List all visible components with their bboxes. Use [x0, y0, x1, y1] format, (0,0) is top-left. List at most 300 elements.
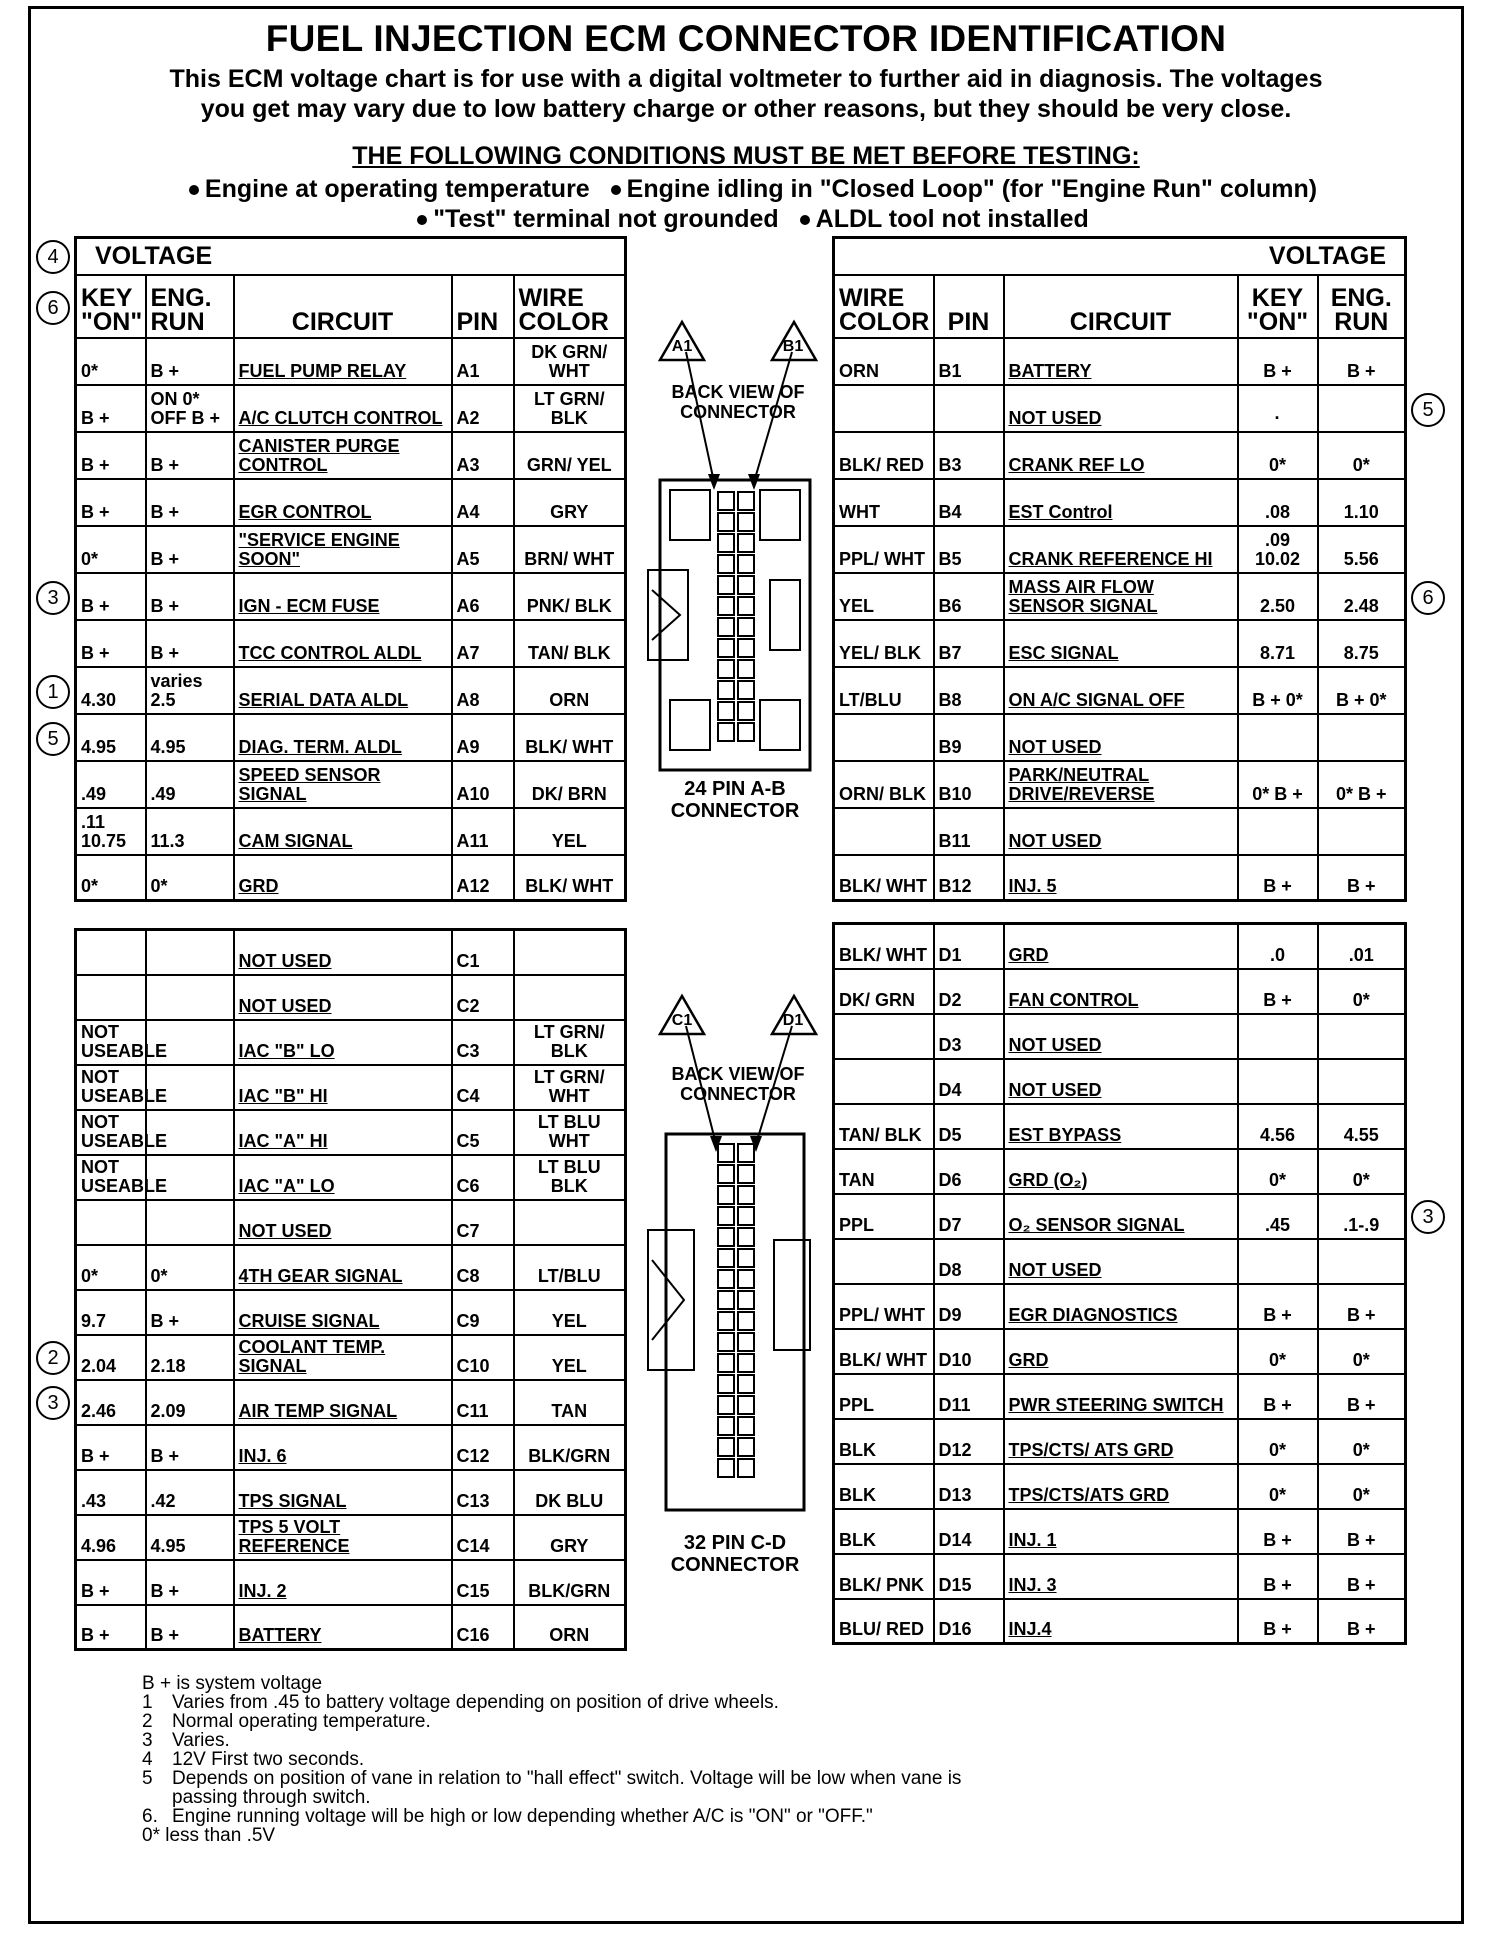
circuit-name: IAC "A" HI [234, 1110, 452, 1155]
table-row [76, 338, 626, 385]
table-row [76, 385, 626, 432]
pin-id: C7 [452, 1200, 514, 1245]
connector-pin [738, 639, 754, 657]
key-on-value: 8.71 [1238, 620, 1318, 667]
circuit-name: EST BYPASS [1004, 1104, 1238, 1149]
footnote-text: B + is system voltage [142, 1673, 323, 1694]
circuit-name: IGN - ECM FUSE [234, 573, 452, 620]
pin-id: D15 [934, 1554, 1004, 1599]
circuit-name: BATTERY [234, 1605, 452, 1650]
eng-run-value: 0* [146, 855, 234, 900]
connector-pin [718, 1270, 734, 1288]
footnote [142, 1769, 961, 1788]
footnote-marker: 5 [36, 722, 70, 756]
eng-run-value: B + [146, 526, 234, 573]
eng-run-value: 2.09 [146, 1380, 234, 1425]
eng-run-value: 0* B + [1318, 761, 1406, 808]
connector-pin [718, 1207, 734, 1225]
key-on-value: 0* [1238, 1464, 1318, 1509]
circuit-name: TPS SIGNAL [234, 1470, 452, 1515]
pin-id: C2 [452, 975, 514, 1020]
pin-id: D16 [934, 1599, 1004, 1644]
wire-color-value: TAN/ BLK [834, 1104, 934, 1149]
connector-pin [718, 639, 734, 657]
key-on-value: B + [1238, 1284, 1318, 1329]
footnote-number: 1 [142, 1692, 153, 1713]
footnote-number: 2 [142, 1711, 153, 1732]
connector-pin [738, 513, 754, 531]
circuit-name: NOT USED [1004, 385, 1238, 432]
table-row [834, 338, 1406, 385]
table-row [834, 1419, 1406, 1464]
circuit-name: NOT USED [1004, 1014, 1238, 1059]
circuit-name: INJ. 1 [1004, 1509, 1238, 1554]
wire-color-value: GRN/ YEL [514, 432, 626, 479]
connector-pin [718, 1417, 734, 1435]
wire-color-value: TAN/ BLK [514, 620, 626, 667]
table-row [76, 1155, 626, 1200]
connector-pin [738, 1396, 754, 1414]
key-on-value: 0* [1238, 1419, 1318, 1464]
pin-id: C3 [452, 1020, 514, 1065]
wire-color-value: BLK [834, 1464, 934, 1509]
connector-cd-name: 32 PIN C-D CONNECTOR [670, 1532, 800, 1576]
eng-run-value: B + [146, 1425, 234, 1470]
connector-pin [738, 492, 754, 510]
table-row [834, 1554, 1406, 1599]
key-on-value: .09 10.02 [1238, 526, 1318, 573]
connector-pin [738, 660, 754, 678]
key-on-value: 2.46 [76, 1380, 146, 1425]
circuit-name: NOT USED [1004, 808, 1238, 855]
footnote [142, 1731, 961, 1750]
eng-run-value: 4.95 [146, 714, 234, 761]
footnote-marker: 1 [36, 675, 70, 709]
table-row [76, 1425, 626, 1470]
eng-run-value [146, 930, 234, 975]
wire-color-value: BLK/ RED [834, 432, 934, 479]
circuit-name: NOT USED [1004, 1059, 1238, 1104]
table-row [76, 1245, 626, 1290]
circuit-name: NOT USED [1004, 1239, 1238, 1284]
eng-run-value: B + [1318, 1284, 1406, 1329]
wire-color-value: LT BLU WHT [514, 1110, 626, 1155]
eng-run-value: .42 [146, 1470, 234, 1515]
pin-id: A2 [452, 385, 514, 432]
eng-run-value: B + [146, 338, 234, 385]
eng-run-value [1318, 714, 1406, 761]
circuit-name: CAM SIGNAL [234, 808, 452, 855]
footnote [142, 1750, 961, 1769]
connector-pin [738, 1270, 754, 1288]
wire-color-value: ORN [834, 338, 934, 385]
wire-color-value: ORN/ BLK [834, 761, 934, 808]
table-row [76, 573, 626, 620]
eng-run-value: B + [1318, 855, 1406, 900]
pin-id: B4 [934, 479, 1004, 526]
circuit-name: GRD [1004, 1329, 1238, 1374]
key-on-value: 4.56 [1238, 1104, 1318, 1149]
connector-pin [738, 1333, 754, 1351]
eng-run-value: 0* [1318, 1149, 1406, 1194]
table-row [76, 1605, 626, 1650]
connector-pin [738, 534, 754, 552]
pin-id: D9 [934, 1284, 1004, 1329]
circuit-name: INJ. 6 [234, 1425, 452, 1470]
wire-color-value: GRY [514, 479, 626, 526]
eng-run-value: ON 0* OFF B + [146, 385, 234, 432]
connector-cd-shape-icon [640, 1130, 830, 1520]
table-row [834, 667, 1406, 714]
footnote-text: Engine running voltage will be high or low depending whether A/C is "ON" or "OFF." [172, 1806, 873, 1827]
connector-pin [738, 723, 754, 741]
circuit-header: CIRCUIT [234, 275, 452, 338]
eng-run-value: B + [1318, 1509, 1406, 1554]
key-on-value: B + [76, 1425, 146, 1470]
eng-run-value: .49 [146, 761, 234, 808]
table-row [76, 808, 626, 855]
table-row [76, 1200, 626, 1245]
wire-color-value: BLK/ PNK [834, 1554, 934, 1599]
pin-id: A1 [452, 338, 514, 385]
circuit-name: EST Control [1004, 479, 1238, 526]
tri-label-d1: D1 [782, 1012, 804, 1029]
table-row [76, 1560, 626, 1605]
pin-id: C13 [452, 1470, 514, 1515]
wire-color-value: LT GRN/ BLK [514, 385, 626, 432]
connector-pin [718, 492, 734, 510]
circuit-name: SPEED SENSOR SIGNAL [234, 761, 452, 808]
condition-1: Engine at operating temperature [204, 175, 590, 203]
pin-id: D3 [934, 1014, 1004, 1059]
footnote-marker: 2 [36, 1341, 70, 1375]
footnote-number: 4 [142, 1749, 153, 1770]
footnote [142, 1807, 961, 1826]
pin-id: C12 [452, 1425, 514, 1470]
wire-color-value [834, 1059, 934, 1104]
circuit-name: GRD [234, 855, 452, 900]
pin-id: A4 [452, 479, 514, 526]
wire-color-value: YEL [514, 808, 626, 855]
connector-pin [718, 534, 734, 552]
connector-pin [738, 555, 754, 573]
footnote-marker: 4 [36, 240, 70, 274]
table-row [76, 855, 626, 900]
circuit-name: NOT USED [234, 975, 452, 1020]
bullet-icon [189, 185, 199, 195]
circuit-name: DIAG. TERM. ALDL [234, 714, 452, 761]
pin-id: D8 [934, 1239, 1004, 1284]
pin-id: A6 [452, 573, 514, 620]
key-on-value: 4.95 [76, 714, 146, 761]
key-on-value [76, 930, 146, 975]
eng-run-value: 4.95 [146, 1515, 234, 1560]
eng-run-value: 11.3 [146, 808, 234, 855]
connector-pin [718, 1228, 734, 1246]
key-on-value: B + [76, 432, 146, 479]
circuit-name: FAN CONTROL [1004, 969, 1238, 1014]
key-on-value: B + [1238, 855, 1318, 900]
circuit-name: IAC "B" HI [234, 1065, 452, 1110]
key-on-value: 0* [76, 338, 146, 385]
wire-color-value [834, 808, 934, 855]
footnote-marker: 3 [1411, 1200, 1445, 1234]
key-on-value: NOT USEABLE [76, 1110, 146, 1155]
eng-run-value [146, 975, 234, 1020]
eng-run-value: 0* [1318, 1419, 1406, 1464]
table-row [834, 1599, 1406, 1644]
table-row [76, 714, 626, 761]
eng-run-value: B + [1318, 1554, 1406, 1599]
eng-run-value [1318, 808, 1406, 855]
key-on-header: KEY "ON" [76, 275, 146, 338]
pin-id: B5 [934, 526, 1004, 573]
circuit-name: SERIAL DATA ALDL [234, 667, 452, 714]
wire-color-value: YEL [834, 573, 934, 620]
wire-color-value: YEL/ BLK [834, 620, 934, 667]
eng-run-value: B + [146, 1560, 234, 1605]
eng-run-value: 8.75 [1318, 620, 1406, 667]
table-row [834, 808, 1406, 855]
bullet-icon [800, 215, 810, 225]
connector-d-table [832, 922, 1407, 1645]
page-title: FUEL INJECTION ECM CONNECTOR IDENTIFICATION [265, 18, 1227, 59]
key-on-value [1238, 808, 1318, 855]
pin-id: B12 [934, 855, 1004, 900]
table-row [76, 667, 626, 714]
table-row [76, 1110, 626, 1155]
pin-id: B10 [934, 761, 1004, 808]
pin-id: D5 [934, 1104, 1004, 1149]
footnotes [142, 1674, 961, 1845]
key-on-value: B + [1238, 1509, 1318, 1554]
wire-color-value: LT/BLU [834, 667, 934, 714]
eng-run-value: 0* [1318, 1464, 1406, 1509]
connector-pin [718, 513, 734, 531]
circuit-name: INJ. 3 [1004, 1554, 1238, 1599]
circuit-name: EGR CONTROL [234, 479, 452, 526]
eng-run-value: varies 2.5 [146, 667, 234, 714]
table-row [76, 1020, 626, 1065]
pin-id: A3 [452, 432, 514, 479]
wire-color-value: BLK [834, 1419, 934, 1464]
wire-color-value: LT GRN/ BLK [514, 1020, 626, 1065]
connector-pin [718, 1312, 734, 1330]
bullet-icon [417, 215, 427, 225]
key-on-value [1238, 1014, 1318, 1059]
wire-color-value [834, 1014, 934, 1059]
eng-run-header: ENG. RUN [1318, 275, 1406, 338]
connector-ab-name: 24 PIN A-B CONNECTOR [670, 778, 800, 822]
conditions-list [28, 174, 1464, 234]
circuit-name: INJ. 5 [1004, 855, 1238, 900]
key-on-value: 0* [76, 526, 146, 573]
table-row [76, 620, 626, 667]
table-row [76, 1335, 626, 1380]
key-on-value: .49 [76, 761, 146, 808]
wire-color-value: YEL [514, 1290, 626, 1335]
wire-color-value [834, 714, 934, 761]
key-on-value: 9.7 [76, 1290, 146, 1335]
pin-header: PIN [934, 275, 1004, 338]
connector-pin [738, 681, 754, 699]
connector-pin [718, 1438, 734, 1456]
pin-id: C16 [452, 1605, 514, 1650]
footnote-number: 6. [142, 1806, 158, 1827]
wire-color-value [514, 930, 626, 975]
table-row [834, 1149, 1406, 1194]
subtitle-line-1: This ECM voltage chart is for use with a digital voltmeter to further aid in diagnosis. The voltages [169, 65, 1323, 93]
eng-run-value: 2.18 [146, 1335, 234, 1380]
table-row [76, 479, 626, 526]
eng-run-value: B + [146, 573, 234, 620]
table-row [76, 761, 626, 808]
table-row [834, 1194, 1406, 1239]
connector-pin [718, 1396, 734, 1414]
connector-b-table [832, 236, 1407, 902]
footnote-marker: 6 [36, 291, 70, 325]
circuit-name: TPS/CTS/ ATS GRD [1004, 1419, 1238, 1464]
pin-id [934, 385, 1004, 432]
eng-run-value: 2.48 [1318, 573, 1406, 620]
key-on-value: .11 10.75 [76, 808, 146, 855]
circuit-name: PWR STEERING SWITCH [1004, 1374, 1238, 1419]
pin-id: D13 [934, 1464, 1004, 1509]
footnote-text: Varies. [172, 1730, 230, 1751]
eng-run-value: 4.55 [1318, 1104, 1406, 1149]
connector-pin [718, 576, 734, 594]
wire-color-value: BLU/ RED [834, 1599, 934, 1644]
pin-id: A8 [452, 667, 514, 714]
wire-color-value [834, 385, 934, 432]
eng-run-value [1318, 1059, 1406, 1104]
circuit-name: AIR TEMP SIGNAL [234, 1380, 452, 1425]
circuit-name: IAC "B" LO [234, 1020, 452, 1065]
wire-color-value [514, 975, 626, 1020]
circuit-name: NOT USED [234, 930, 452, 975]
connector-pin [718, 1249, 734, 1267]
table-row [834, 1104, 1406, 1149]
circuit-name: FUEL PUMP RELAY [234, 338, 452, 385]
footnote-text: Varies from .45 to battery voltage depending on position of drive wheels. [172, 1692, 779, 1713]
wire-color-value: BRN/ WHT [514, 526, 626, 573]
wire-color-value: DK/ BRN [514, 761, 626, 808]
footnote-marker: 3 [36, 581, 70, 615]
pin-id: B9 [934, 714, 1004, 761]
table-row [834, 620, 1406, 667]
wire-color-value: ORN [514, 667, 626, 714]
pin-id: B11 [934, 808, 1004, 855]
connector-pin [718, 660, 734, 678]
key-on-value: B + [76, 479, 146, 526]
pin-id: C9 [452, 1290, 514, 1335]
wire-color-header: WIRE COLOR [834, 275, 934, 338]
key-on-value: 0* [1238, 432, 1318, 479]
key-on-value: B + [1238, 338, 1318, 385]
key-on-value: 0* [1238, 1329, 1318, 1374]
circuit-name: TPS/CTS/ATS GRD [1004, 1464, 1238, 1509]
circuit-name: O₂ SENSOR SIGNAL [1004, 1194, 1238, 1239]
connector-pin [738, 1144, 754, 1162]
table-row [76, 526, 626, 573]
wire-color-header: WIRE COLOR [514, 275, 626, 338]
connector-ab-shape-icon [640, 450, 830, 770]
wire-color-value: PNK/ BLK [514, 573, 626, 620]
key-on-value: .43 [76, 1470, 146, 1515]
footnote-text: passing through switch. [172, 1787, 371, 1808]
connector-pin [738, 1207, 754, 1225]
table-row [834, 924, 1406, 969]
circuit-name: CANISTER PURGE CONTROL [234, 432, 452, 479]
table-row [76, 930, 626, 975]
table-row [834, 479, 1406, 526]
key-on-value: B + [1238, 1599, 1318, 1644]
footnote [142, 1826, 961, 1845]
pin-id: C6 [452, 1155, 514, 1200]
pin-id: C10 [452, 1335, 514, 1380]
table-row [76, 1515, 626, 1560]
connector-pin [718, 618, 734, 636]
table-row [834, 1284, 1406, 1329]
pin-id: B7 [934, 620, 1004, 667]
pin-id: D11 [934, 1374, 1004, 1419]
circuit-name: CRANK REFERENCE HI [1004, 526, 1238, 573]
pin-id: A9 [452, 714, 514, 761]
eng-run-value: B + [146, 620, 234, 667]
eng-run-value: 5.56 [1318, 526, 1406, 573]
pin-id: D2 [934, 969, 1004, 1014]
table-row [76, 432, 626, 479]
key-on-value: B + [1238, 1374, 1318, 1419]
pin-id: C15 [452, 1560, 514, 1605]
key-on-value: 0* [76, 855, 146, 900]
circuit-name: ESC SIGNAL [1004, 620, 1238, 667]
eng-run-value: B + [1318, 338, 1406, 385]
footnote-marker: 6 [1411, 581, 1445, 615]
tri-label-c1: C1 [671, 1012, 693, 1029]
eng-run-value: B + [146, 1605, 234, 1650]
pin-id: A10 [452, 761, 514, 808]
key-on-value: · [1238, 385, 1318, 432]
key-on-value: 4.30 [76, 667, 146, 714]
wire-color-value: BLK/ WHT [514, 855, 626, 900]
wire-color-value: LT BLU BLK [514, 1155, 626, 1200]
condition-3: "Test" terminal not grounded [433, 205, 779, 233]
key-on-value [1238, 714, 1318, 761]
eng-run-header: ENG. RUN [146, 275, 234, 338]
table-row [834, 1329, 1406, 1374]
connector-pin [718, 702, 734, 720]
circuit-name: TCC CONTROL ALDL [234, 620, 452, 667]
circuit-name: BATTERY [1004, 338, 1238, 385]
key-on-value: NOT USEABLE [76, 1020, 146, 1065]
circuit-name: GRD (O₂) [1004, 1149, 1238, 1194]
pin-id: D4 [934, 1059, 1004, 1104]
table-row [834, 1509, 1406, 1554]
key-on-value [1238, 1059, 1318, 1104]
connector-pin [738, 1228, 754, 1246]
pin-id: A5 [452, 526, 514, 573]
eng-run-value: B + [146, 432, 234, 479]
bullet-icon [611, 185, 621, 195]
tri-label-b1: B1 [782, 338, 804, 355]
circuit-name: CRUISE SIGNAL [234, 1290, 452, 1335]
footnote [142, 1788, 961, 1807]
footnote [142, 1693, 961, 1712]
circuit-name: IAC "A" LO [234, 1155, 452, 1200]
connector-pin [738, 1417, 754, 1435]
key-on-value [76, 975, 146, 1020]
